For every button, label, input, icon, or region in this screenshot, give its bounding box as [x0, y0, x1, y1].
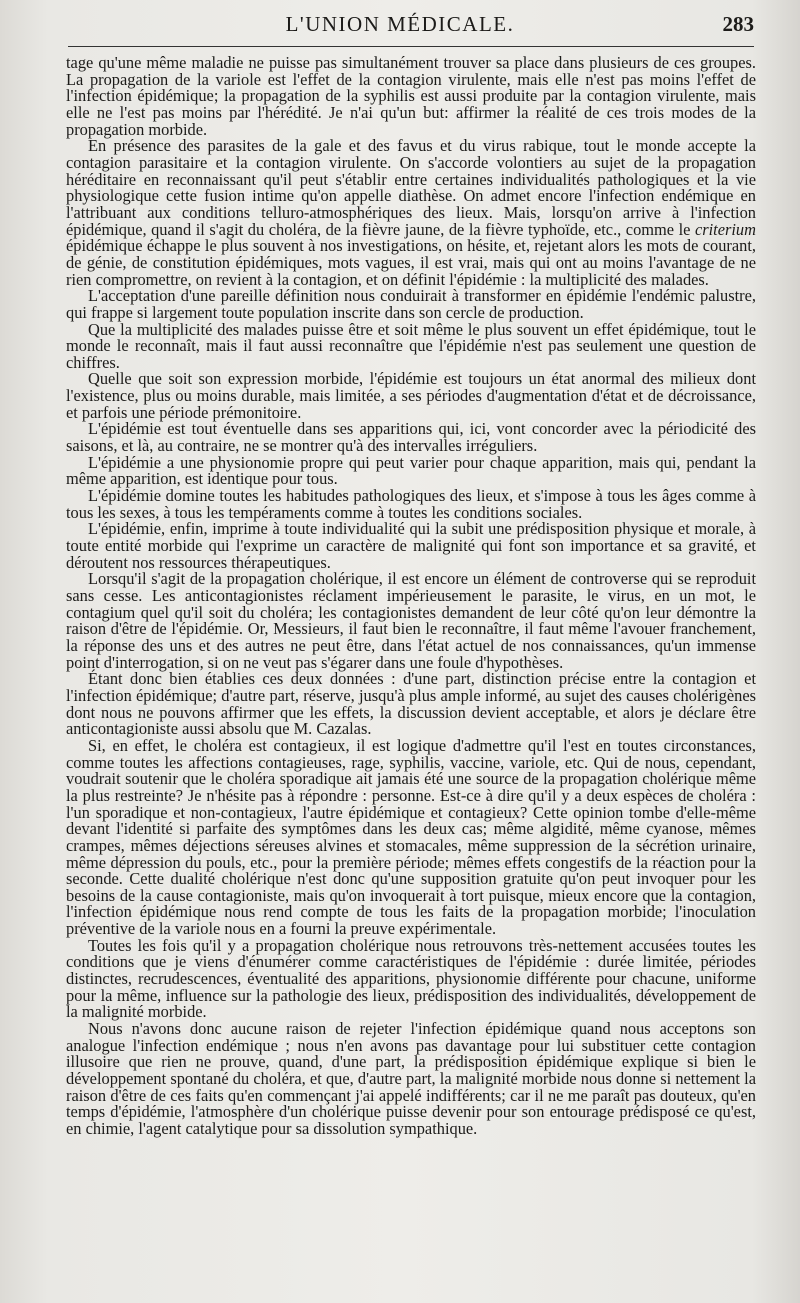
- paragraph: L'épidémie a une physionomie propre qui peut varier pour chaque apparition, mais qui, pendant la même apparition, est identique pour tous.: [66, 452, 756, 489]
- paragraph: [66, 138, 756, 288]
- paragraph: L'épidémie, enfin, imprime à toute individualité qui la subit une prédisposition physique et morale, à toute entité morbide qui l'exprime un caractère de malignité qui font son importance et sa gravité, et déroutent nos ressources thérapeutiques.: [66, 519, 756, 572]
- article-body: [66, 55, 756, 1138]
- header-rule: [68, 46, 754, 47]
- italic-term: criterium: [694, 219, 756, 239]
- paragraph: L'acceptation d'une pareille définition nous conduirait à transformer en épidémie l'endémic palustre, qui frappe si largement toute population inscrite dans son cercle de production.: [66, 286, 756, 322]
- page-number: 283: [722, 12, 754, 36]
- running-head: [0, 8, 800, 38]
- journal-title: L'UNION MÉDICALE.: [285, 12, 515, 36]
- paragraph: Nous n'avons donc aucune raison de rejeter l'infection épidémique quand nous acceptons son analogue l'infection endémique ; nous n'en avons pas davantage pour lui substituer cette contagion illusoire que rien ne prouve, quand, d'une part, la prédisposition épidémique explique si bien le développement spontané du choléra, et que, d'autre part, la malignité morbide nous donne si nettement la raison d'être de ces faits qu'en commençant j'ai appelé indifférents; car il ne me paraît pas douteux, qu'en temps d'épidémie, l'atmosphère d'un cholérique puisse devenir pour son entourage prédisposé ce qu'est, en chimie, l'agent catalytique pour sa dissolution sympathique.: [66, 1019, 756, 1138]
- paragraph: L'épidémie domine toutes les habitudes pathologiques des lieux, et s'impose à tous les âges comme à tous les sexes, à tous les tempéraments comme à toutes les conditions sociales.: [66, 486, 756, 522]
- paragraph: tage qu'une même maladie ne puisse pas simultanément trouver sa place dans plusieurs de ces groupes. La propagation de la variole est l'effet de la contagion virulente, mais elle n'est pas moins l'effet de l'infection épidémique; la propagation de la syphilis est aussi produite par la contagion virulente, mais elle ne l'est pas moins par l'hérédité. Je n'ai qu'un but: affirmer la réalité de ces trois modes de la propagation morbide.: [66, 53, 756, 139]
- paragraph: L'épidémie est tout éventuelle dans ses apparitions qui, ici, vont concorder avec la périodicité des saisons, et là, au contraire, ne se montrer qu'à des intervalles irréguliers.: [66, 419, 756, 456]
- paragraph: Que la multiplicité des malades puisse être et soit même le plus souvent un effet épidémique, tout le monde le reconnaît, mais il faut aussi reconnaître que l'épidémie n'est pas seulement une question de chiffres.: [66, 319, 756, 372]
- paragraph: Quelle que soit son expression morbide, l'épidémie est toujours un état anormal des milieux dont l'existence, plus ou moins durable, mais limitée, a ses périodes d'augmentation d'état et de décroissance, et parfois une période prémonitoire.: [66, 369, 756, 422]
- paragraph: Étant donc bien établies ces deux données : d'une part, distinction précise entre la contagion et l'infection épidémique; d'autre part, réserve, jusqu'à plus ample informé, au sujet des causes cholérigènes dont nous ne pouvons affirmer que les effets, la discussion devient acceptable, et alors je déclare être anticontagioniste aussi absolu que M. Cazalas.: [66, 669, 756, 739]
- paragraph: Si, en effet, le choléra est contagieux, il est logique d'admettre qu'il l'est en toutes circonstances, comme toutes les affections contagieuses, rage, syphilis, vaccine, variole, etc. Qui de nous, cependant, voudrait soutenir que le choléra sporadique ait jamais été une source de la propagation cholérique même la plus restreinte? Je n'hésite pas à répondre : personne. Est-ce à dire qu'il y a deux espèces de choléra : l'un sporadique et non-contagieux, l'autre épidémique et contagieux? Cette opinion tombe d'elle-même devant l'identité si parfaite des symptômes dans les deux cas; même algidité, même cyanose, mêmes crampes, mêmes déjections séreuses alvines et stomacales, même suppression de la sécrétion urinaire, même dépression du pouls, etc., pour la première période; mêmes effets congestifs de la réaction pour la seconde. Cette dualité cholérique n'est donc qu'une supposition gratuite qu'on peut invoquer pour les besoins de la cause contagioniste, mais qu'on invoquerait à tort puisque, mieux encore que la contagion, l'infection épidémique nous rend compte de tous les faits de la propagation morbide; l'inoculation préventive de la variole nous en a fourni la preuve expérimentale.: [66, 735, 756, 939]
- paragraph: Lorsqu'il s'agit de la propagation cholérique, il est encore un élément de controverse qui se reproduit sans cesse. Les anticontagionistes réclament impérieusement le parasite, le virus, en un mot, le contagium quel qu'il soit du choléra; les contagionistes demandent de leur côté qu'on leur démontre la raison d'être de l'épidémie. Or, Messieurs, il faut bien le reconnaître, il faut même l'avouer franchement, la réponse des uns et des autres ne peut être, dans l'état actuel de nos connaissances, qu'un immense point d'interrogation, si on ne veut pas s'égarer dans une foule d'hypothèses.: [66, 569, 756, 672]
- paragraph: Toutes les fois qu'il y a propagation cholérique nous retrouvons très-nettement accusées toutes les conditions que je viens d'énumérer comme caractéristiques de l'épidémie : durée limitée, périodes distinctes, recrudescences, éventualité des apparitions, physionomie différente pour chacune, uniforme pour la même, influence sur la pathologie des lieux, prédisposition des individualités, développement de la malignité morbide.: [66, 935, 756, 1022]
- paragraph-text: épidémique échappe le plus souvent à nos investigations, on hésite, et, rejetant alors les mots de courant, de génie, de constitution épidémiques, mots vagues, il est vrai, mais qui ont au moins l'avantage de ne rien compromettre, on revient à la contagion, et on définit l'épidémie : la multiplicité des malades.: [66, 236, 756, 289]
- paragraph-text: En présence des parasites de la gale et des favus et du virus rabique, tout le monde accepte la contagion parasitaire et la contagion virulente. On s'accorde volontiers au sujet de la propagation héréditaire en reconnaissant qu'il peut s'établir entre certaines individualités pathologiques et la vie physiologique cette fusion intime qu'on appelle diathèse. On admet encore l'infection endémique en l'attribuant aux conditions telluro-atmosphériques des lieux. Mais, lorsqu'on arrive à l'infection épidémique, quand il s'agit du choléra, de la fièvre jaune, de la fièvre typhoïde, etc., comme le: [66, 136, 756, 239]
